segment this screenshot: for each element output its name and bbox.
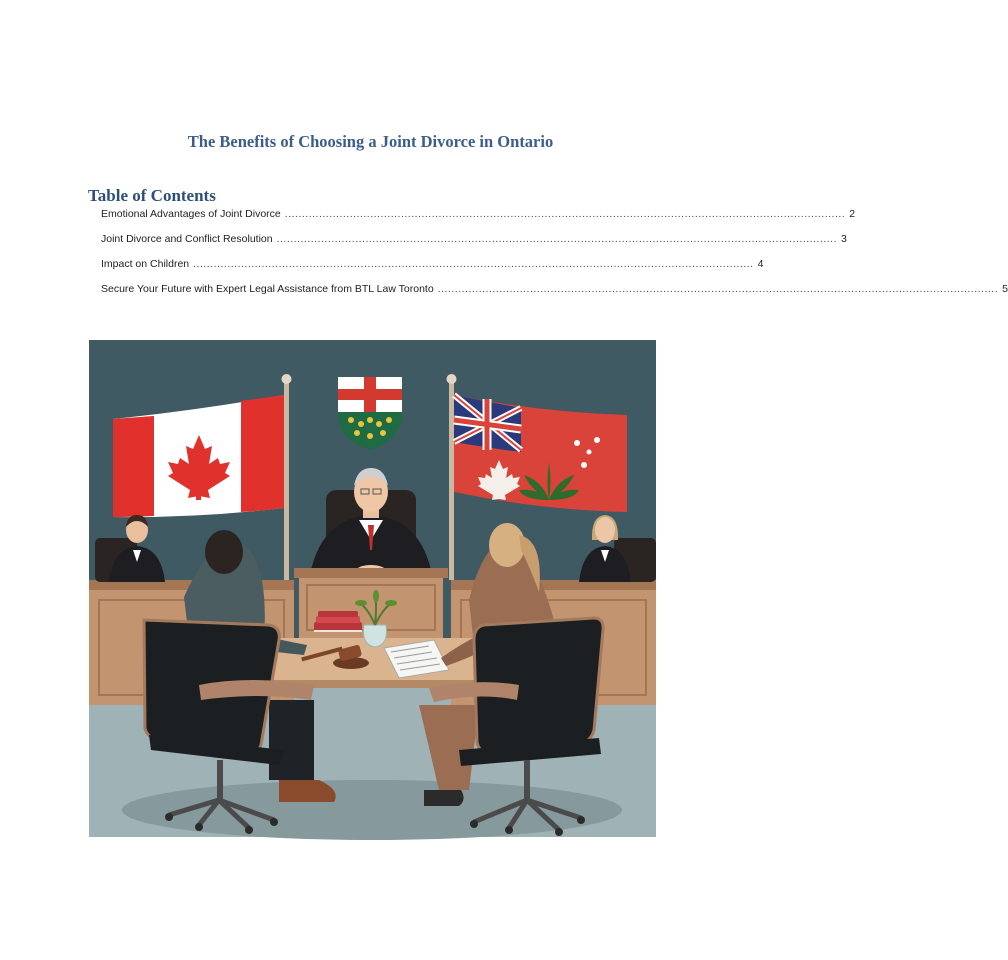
toc-entry[interactable] (101, 233, 847, 258)
toc-leader-dots: .................................................................................................................................................................... (276, 233, 838, 245)
toc-leader-dots: .................................................................................................................................................................... (437, 283, 999, 295)
table-of-contents (101, 208, 1008, 308)
document-title: The Benefits of Choosing a Joint Divorce in Ontario (187, 132, 554, 151)
toc-entry-page: 2 (849, 208, 856, 220)
toc-entry-label: Impact on Children (101, 258, 190, 270)
toc-heading: Table of Contents (88, 186, 216, 205)
toc-entry[interactable] (101, 258, 764, 283)
toc-entry-label: Secure Your Future with Expert Legal Assistance from BTL Law Toronto (101, 283, 434, 295)
toc-entry-page: 5 (1002, 283, 1008, 295)
toc-entry[interactable] (101, 208, 856, 233)
toc-entry[interactable] (101, 283, 1008, 308)
floor-shadow (122, 780, 622, 840)
toc-leader-dots: .................................................................................................................................................................... (284, 208, 846, 220)
toc-entry-page: 4 (757, 258, 764, 270)
toc-leader-dots: .................................................................................................................................................................... (193, 258, 754, 270)
book-stack (314, 611, 362, 632)
toc-entry-page: 3 (841, 233, 847, 245)
toc-entry-label: Joint Divorce and Conflict Resolution (101, 233, 273, 245)
courtroom-illustration (89, 340, 656, 837)
toc-entry-label: Emotional Advantages of Joint Divorce (101, 208, 281, 220)
